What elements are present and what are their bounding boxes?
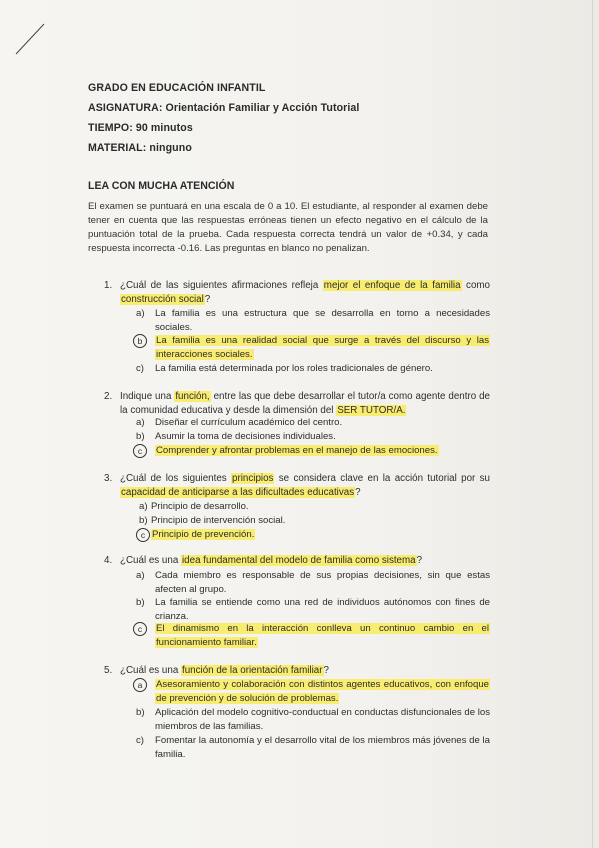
option-text-content: La familia se entiende como una red de individuos autónomos con fines de crianza. xyxy=(155,597,490,622)
time-line xyxy=(88,122,193,134)
option-text xyxy=(155,307,490,334)
option-letter: b) xyxy=(136,597,145,608)
highlighted-phrase: principios xyxy=(232,473,274,484)
question-number: 2. xyxy=(104,391,113,402)
material-line xyxy=(88,142,192,154)
option-text xyxy=(155,430,490,444)
page-edge xyxy=(592,0,593,848)
option-text-content: Asumir la toma de decisiones individuales. xyxy=(155,431,336,442)
option-text-content: Principio de intervención social. xyxy=(151,515,286,526)
option-text xyxy=(155,334,490,361)
time-label: TIEMPO: xyxy=(88,122,133,134)
question-text-fragment: ¿Cuál de las siguientes afirmaciones refleja xyxy=(120,280,323,291)
option-text-content: La familia está determinada por los roles tradicionales de género. xyxy=(155,363,433,374)
highlighted-phrase: función de la orientación familiar xyxy=(182,665,323,676)
option-letter: b) xyxy=(136,707,145,718)
highlighted-answer: Principio de prevención. xyxy=(152,529,255,540)
question-text-fragment: ? xyxy=(204,293,211,305)
answer-circle: c xyxy=(133,444,147,458)
material-value: ninguno xyxy=(149,142,192,154)
option-letter: a) xyxy=(139,501,148,512)
circled-answer-letter xyxy=(136,334,147,349)
highlighted-answer: Asesoramiento y colaboración con distintos agentes educativos, con enfoque de prevención y de solución de problemas. xyxy=(156,679,489,704)
option-text xyxy=(155,678,490,705)
option-text-content: Diseñar el currículum académico del centro. xyxy=(155,417,343,428)
highlighted-answer: Comprender y afrontar problemas en el manejo de las emociones. xyxy=(156,445,438,456)
highlighted-phrase: mejor el enfoque de la familia xyxy=(323,280,461,291)
question-text-fragment: Indique una xyxy=(120,391,175,402)
option-text xyxy=(155,706,490,733)
highlighted-phrase: construcción social xyxy=(121,293,204,305)
option-text-content: Principio de desarrollo. xyxy=(151,501,249,512)
option-text xyxy=(151,528,486,542)
option-text xyxy=(155,444,490,458)
highlighted-phrase: SER TUTOR/A. xyxy=(337,404,406,416)
question-text-fragment: entre las que debe desarrollar el tutor/a como agente dentro de la comunidad educativa y desde la dimensión del xyxy=(120,391,490,416)
option-letter: b) xyxy=(136,431,145,442)
pen-stroke-mark xyxy=(10,18,50,58)
option-text-content: La familia es una estructura que se desarrolla en torno a necesidades sociales. xyxy=(155,308,490,333)
answer-circle: b xyxy=(133,334,147,348)
option-text xyxy=(155,596,490,623)
option-text xyxy=(155,734,490,761)
subject-value: Orientación Familiar y Acción Tutorial xyxy=(165,102,360,114)
question-number: 5. xyxy=(104,665,113,676)
option-text xyxy=(155,362,490,376)
option-text xyxy=(151,514,486,528)
question-text xyxy=(120,664,490,678)
question-text-fragment: ? xyxy=(323,665,329,676)
highlighted-phrase: función, xyxy=(175,391,210,402)
instructions-text: El examen se puntuará en una escala de 0 a 10. El estudiante, al responder al examen debe tener en cuenta que las respuestas erróneas tienen un efecto negativo en el cálculo de la puntuación total de la prueba. Cada respuesta correcta tendrá un valor de +0.34, y cada respuesta incorrecta -0.16. Las preguntas en blanco no penalizan. xyxy=(88,201,488,254)
option-letter: a) xyxy=(136,417,145,428)
option-text xyxy=(155,416,490,430)
question-number: 4. xyxy=(104,555,113,566)
circled-answer-letter xyxy=(139,528,150,543)
option-text xyxy=(155,622,490,649)
question-text xyxy=(120,390,490,417)
option-text-content: Fomentar la autonomía y el desarrollo vital de los miembros más jóvenes de la familia. xyxy=(155,735,490,760)
question-text xyxy=(120,279,490,306)
degree-title xyxy=(88,82,266,94)
highlighted-answer: El dinamismo en la interacción conlleva un continuo cambio en el funcionamiento familiar. xyxy=(156,623,489,648)
answer-circle: c xyxy=(133,622,147,636)
option-text-content: Aplicación del modelo cognitivo-conductual en conductas disfuncionales de los miembros de las familias. xyxy=(155,707,490,732)
circled-answer-letter xyxy=(136,678,147,693)
circled-answer-letter xyxy=(136,622,147,637)
question-number: 1. xyxy=(104,280,113,291)
instructions-title: LEA CON MUCHA ATENCIÓN xyxy=(88,180,235,192)
question-text-fragment: se considera clave en la acción tutorial por su xyxy=(274,473,490,484)
option-letter: c) xyxy=(136,363,144,374)
option-letter: a) xyxy=(136,570,145,581)
question-text-fragment: ? xyxy=(416,555,423,566)
option-letter: c) xyxy=(136,735,144,746)
question-text-fragment: ¿Cuál es una xyxy=(120,555,181,566)
degree-text: GRADO EN EDUCACIÓN INFANTIL xyxy=(88,82,266,94)
option-letter: b) xyxy=(139,515,148,526)
question-text-fragment: ¿Cuál de los siguientes xyxy=(120,473,232,484)
circled-answer-letter xyxy=(136,444,147,459)
question-number: 3. xyxy=(104,473,113,484)
option-text-content: Cada miembro es responsable de sus propias decisiones, sin que estas afecten al grupo. xyxy=(155,570,490,595)
subject-line xyxy=(88,102,359,114)
option-text xyxy=(151,500,486,514)
material-label: MATERIAL: xyxy=(88,142,147,154)
question-text xyxy=(120,472,490,499)
option-letter: a) xyxy=(136,308,145,319)
question-text-fragment: ¿Cuál es una xyxy=(120,665,181,676)
answer-circle: a xyxy=(133,678,147,692)
subject-label: ASIGNATURA: xyxy=(88,102,163,114)
question-text xyxy=(120,554,490,568)
answer-circle: c xyxy=(136,528,150,542)
highlighted-phrase: idea fundamental del modelo de familia como sistema xyxy=(182,555,416,566)
question-text-fragment: como xyxy=(461,280,490,291)
option-text xyxy=(155,569,490,596)
time-value: 90 minutos xyxy=(135,122,193,134)
question-text-fragment: ? xyxy=(355,486,361,498)
highlighted-phrase: capacidad de anticiparse a las dificultades educativas xyxy=(121,486,355,498)
highlighted-answer: La familia es una realidad social que surge a través del discurso y las interacciones sociales. xyxy=(156,335,489,360)
